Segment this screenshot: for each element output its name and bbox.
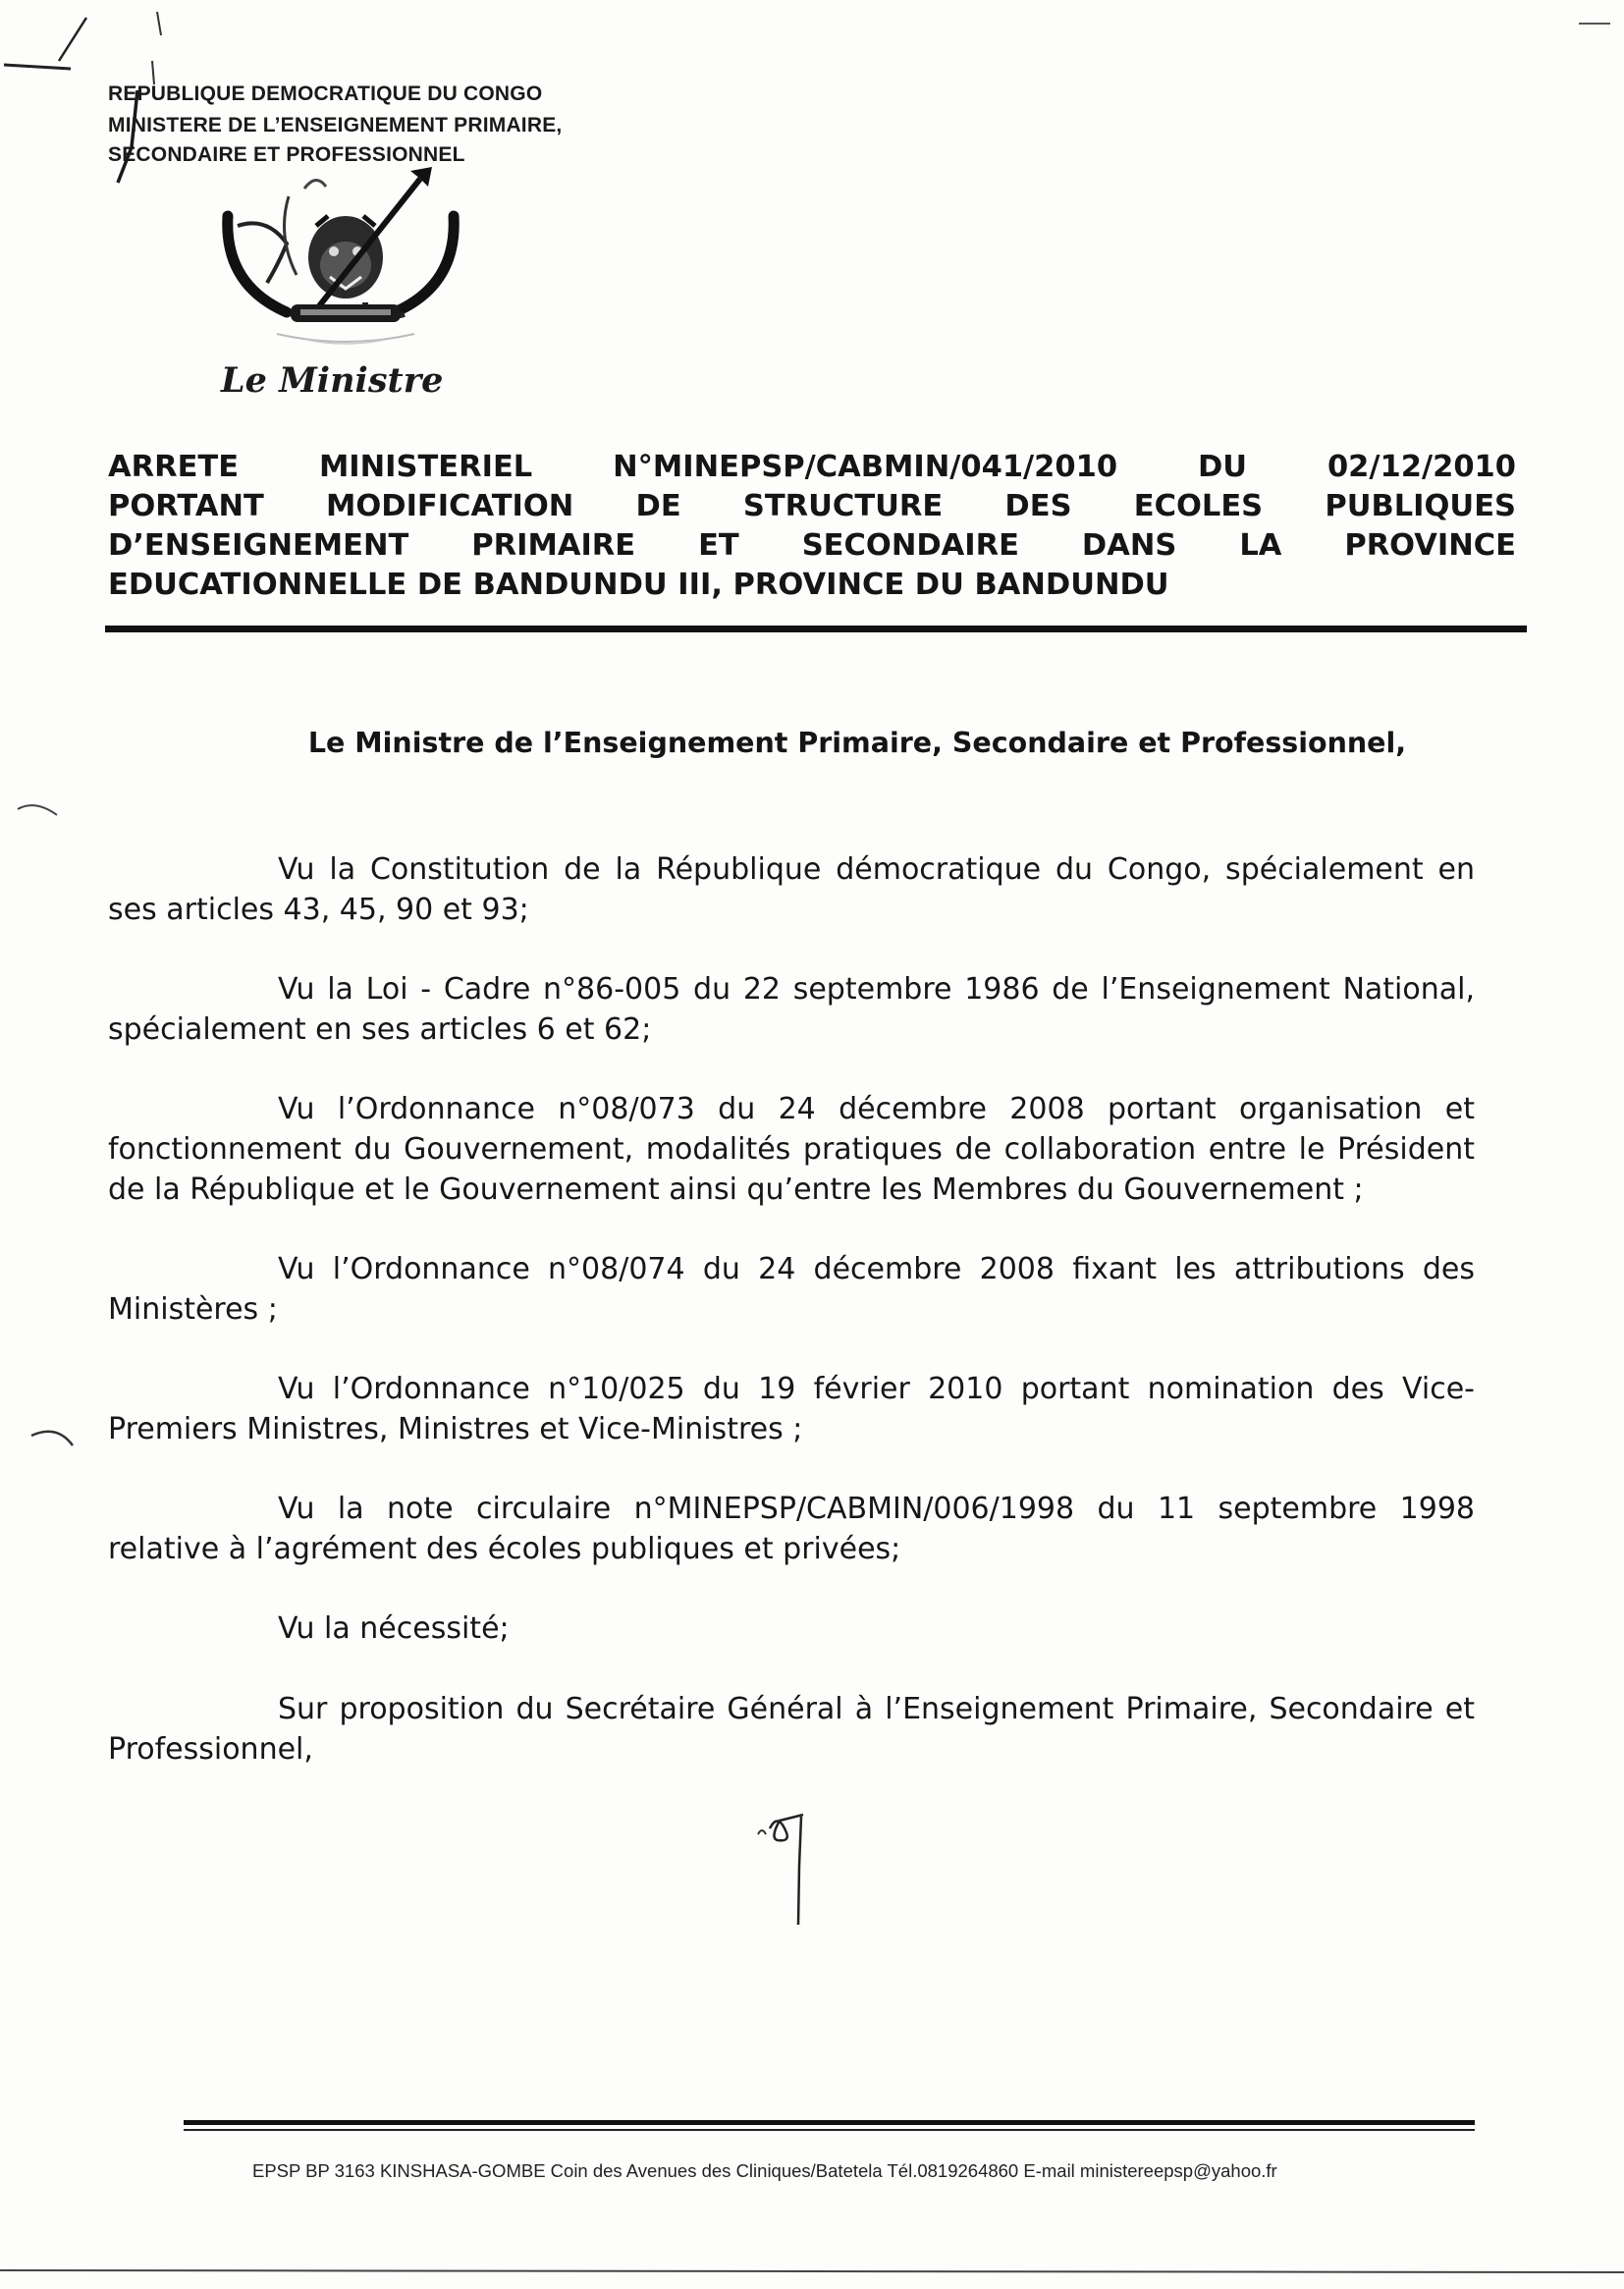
page-edge-line bbox=[0, 2266, 1624, 2276]
decree-title-line: PORTANT MODIFICATION DE STRUCTURE DES ECOLES PUBLIQUES bbox=[108, 489, 1516, 523]
preamble-paragraph: Vu l’Ordonnance n°08/074 du 24 décembre 2008 fixant les attributions des Ministères ; bbox=[108, 1252, 1475, 1327]
decree-title-line: EDUCATIONNELLE DE BANDUNDU III, PROVINCE DU BANDUNDU bbox=[108, 568, 1169, 602]
header-country: REPUBLIQUE DEMOCRATIQUE DU CONGO bbox=[108, 82, 543, 105]
margin-scan-mark bbox=[27, 1422, 86, 1461]
handwritten-initials-mark bbox=[752, 1807, 831, 1935]
margin-scan-mark bbox=[1577, 14, 1616, 33]
preamble-paragraph: Vu la note circulaire n°MINEPSP/CABMIN/006/1998 du 11 septembre 1998 relative à l’agrément des écoles publiques et privées; bbox=[108, 1492, 1475, 1566]
issuing-authority: Le Ministre de l’Enseignement Primaire, Secondaire et Professionnel, bbox=[307, 727, 1407, 759]
decree-title-line: D’ENSEIGNEMENT PRIMAIRE ET SECONDAIRE DANS LA PROVINCE bbox=[108, 528, 1516, 563]
decree-title-line: ARRETE MINISTERIEL N°MINEPSP/CABMIN/041/2010 DU 02/12/2010 bbox=[108, 450, 1516, 484]
footer-contact: EPSP BP 3163 KINSHASA-GOMBE Coin des Avenues des Cliniques/Batetela Tél.0819264860 E-mail ministereepsp@yahoo.fr bbox=[252, 2160, 1277, 2181]
coat-of-arms-icon bbox=[218, 167, 473, 358]
preamble-paragraph: Sur proposition du Secrétaire Général à l’Enseignement Primaire, Secondaire et Professionnel, bbox=[108, 1692, 1475, 1767]
margin-scan-mark bbox=[14, 797, 73, 827]
footer-rule bbox=[184, 2120, 1475, 2125]
header-ministry-cont: SECONDAIRE ET PROFESSIONNEL bbox=[108, 143, 465, 166]
header-overstrike-mark bbox=[110, 88, 149, 187]
preamble-paragraph: Vu la nécessité; bbox=[278, 1611, 510, 1646]
preamble-paragraph: Vu l’Ordonnance n°08/073 du 24 décembre 2008 portant organisation et fonctionnement du Gouvernement, modalités pratiques de collaboration entre le Président de la République et le Gouvernement ainsi qu’entre les Membres du Gouvernement ; bbox=[108, 1092, 1475, 1207]
preamble-paragraph: Vu la Constitution de la République démocratique du Congo, spécialement en ses articles 43, 45, 90 et 93; bbox=[108, 852, 1475, 927]
preamble-paragraph: Vu la Loi - Cadre n°86-005 du 22 septembre 1986 de l’Enseignement National, spécialement en ses articles 6 et 62; bbox=[108, 972, 1475, 1047]
minister-signature-title: Le Ministre bbox=[221, 360, 444, 401]
title-underline bbox=[105, 626, 1527, 632]
header-ministry: MINISTERE DE L’ENSEIGNEMENT PRIMAIRE, bbox=[108, 114, 563, 136]
footer-rule bbox=[184, 2129, 1475, 2131]
preamble-paragraph: Vu l’Ordonnance n°10/025 du 19 février 2010 portant nomination des Vice-Premiers Ministres, Ministres et Vice-Ministres ; bbox=[108, 1372, 1475, 1446]
